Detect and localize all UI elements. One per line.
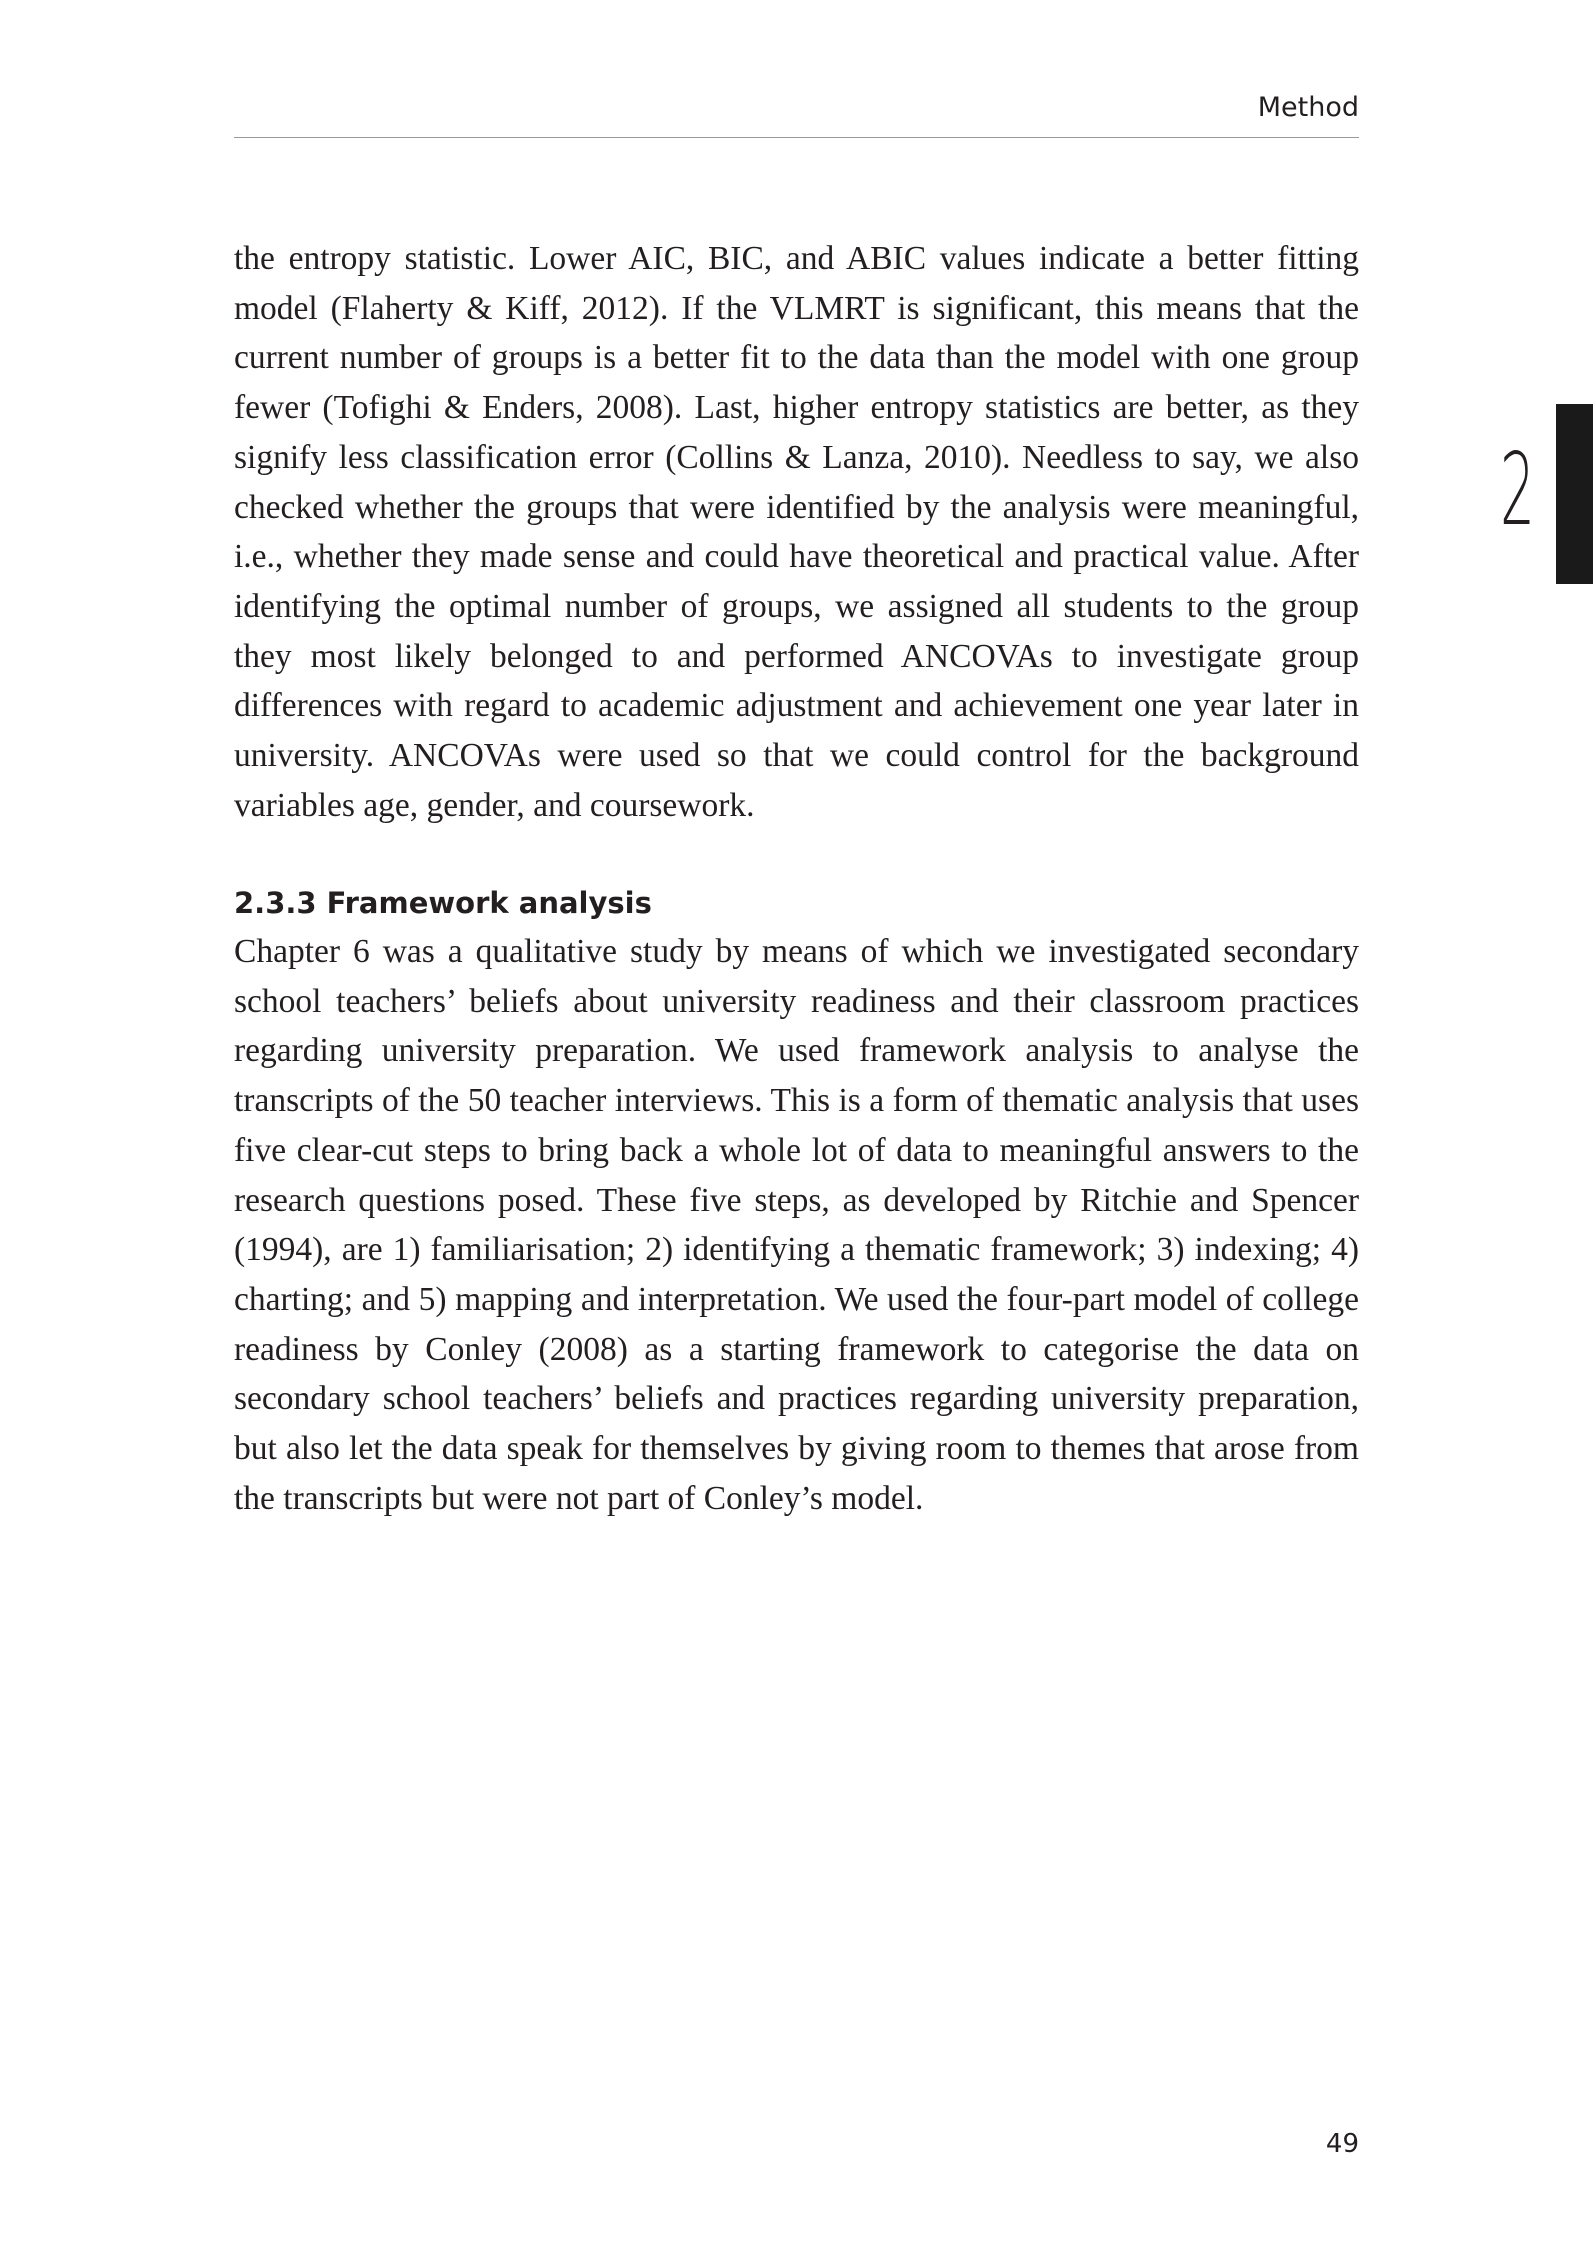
running-header: [234, 88, 1359, 138]
running-title: Method: [1257, 92, 1359, 123]
section-body-paragraph: Chapter 6 was a qualitative study by means of which we investigated secondary school teachers’ beliefs about university readiness and their classroom practices regarding university preparation. We used framework analysis to analyse the transcripts of the 50 teacher interviews. This is a form of thematic analysis that uses five clear-cut steps to bring back a whole lot of data to meaningful answers to the research questions posed. These five steps, as developed by Ritchie and Spencer (1994), are 1) familiarisation; 2) identifying a thematic framework; 3) indexing; 4) charting; and 5) mapping and interpretation. We used the four-part model of college readiness by Conley (2008) as a starting framework to categorise the data on secondary school teachers’ beliefs and practices regarding university preparation, but also let the data speak for themselves by giving room to themes that arose from the transcripts but were not part of Conley’s model.: [234, 933, 1359, 1517]
body-paragraph: the entropy statistic. Lower AIC, BIC, and ABIC values indicate a better fitting model (Flaherty & Kiff, 2012). If the VLMRT is significant, this means that the current number of groups is a better fit to the data than the model with one group fewer (Tofighi & Enders, 2008). Last, higher entropy statistics are better, as they signify less classification error (Collins & Lanza, 2010). Needless to say, we also checked whether the groups that were identified by the analysis were meaningful, i.e., whether they made sense and could have theoretical and practical value. After identifying the optimal number of groups, we assigned all students to the group they most likely belonged to and performed ANCOVAs to investigate group differences with regard to academic adjustment and achievement one year later in university. ANCOVAs were used so that we could control for the background variables age, gender, and coursework.: [234, 240, 1359, 824]
chapter-thumb-tab: [1556, 404, 1593, 584]
section-heading: 2.3.3 Framework analysis: [234, 886, 652, 920]
page-number: 49: [1325, 2129, 1359, 2159]
chapter-number: 2: [1500, 431, 1535, 548]
